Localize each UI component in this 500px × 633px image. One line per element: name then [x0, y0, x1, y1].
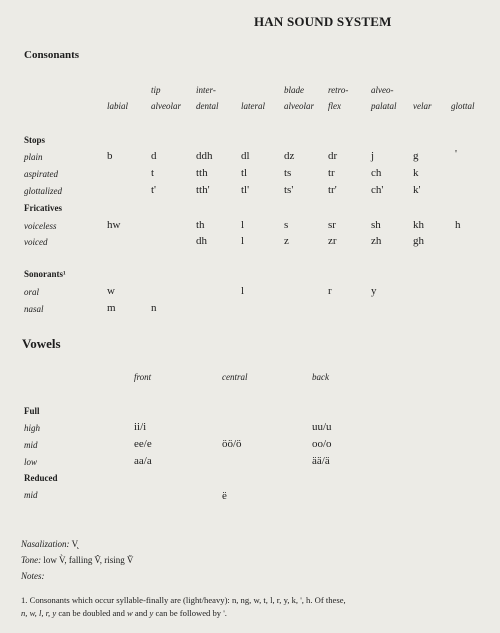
cell-voiceless-retroflex: sr — [328, 219, 336, 231]
note-1-italic-y: y — [149, 608, 154, 618]
cell-voiced-retroflex: zr — [328, 235, 337, 247]
cell-voiced-velar: gh — [413, 235, 424, 247]
cell-voiceless-dental: th — [196, 219, 205, 231]
cell-plain-palatal: j — [371, 150, 375, 162]
cell-voiceless-velar: kh — [413, 219, 424, 231]
row-label-glottalized: glottalized — [24, 186, 62, 196]
tone-line — [21, 556, 133, 565]
cell-plain-velar: g — [413, 150, 419, 162]
vowel-low-back: ää/ä — [312, 455, 330, 467]
cell-glottalized-palatal: ch' — [371, 184, 384, 196]
cell-glottalized-dental: tth' — [196, 184, 210, 196]
notes-label: Notes: — [21, 571, 45, 581]
cell-oral-palatal: y — [371, 285, 377, 297]
cell-oral-lateral: l — [241, 285, 245, 297]
cell-glottalized-lateral: tl' — [241, 184, 250, 196]
note-1-text-c: can be followed by '. — [153, 608, 227, 618]
page-title: HAN SOUND SYSTEM — [254, 14, 392, 29]
cell-aspirated-palatal: ch — [371, 167, 382, 179]
group-fricatives: Fricatives — [24, 203, 62, 213]
col-top-inter: inter- — [196, 85, 216, 95]
vowel-mid-back: oo/o — [312, 438, 332, 450]
note-1-text-b: and — [132, 608, 150, 618]
row-label-plain: plain — [24, 152, 43, 162]
col-flex: flex — [328, 101, 341, 111]
vowel-row-label-mid: mid — [24, 440, 38, 450]
cell-aspirated-retroflex: tr — [328, 167, 335, 179]
note-1-line-1: 1. Consonants which occur syllable-finally are (light/heavy): n, ng, w, t, l, r, y, k, ', h. Of these, — [21, 595, 346, 605]
col-lateral: lateral — [241, 101, 265, 111]
consonants-heading: Consonants — [24, 49, 80, 61]
vowel-mid-front: ee/e — [134, 438, 152, 450]
cell-plain-retroflex: dr — [328, 150, 338, 162]
note-1-italic-list: n, w, l, r, y — [21, 608, 57, 618]
cell-aspirated-blade: ts — [284, 167, 292, 179]
row-label-nasal: nasal — [24, 304, 44, 314]
cell-aspirated-dental: tth — [196, 167, 208, 179]
col-top-blade: blade — [284, 85, 304, 95]
cell-voiced-palatal: zh — [371, 235, 382, 247]
cell-glottalized-alveolar: t' — [151, 184, 157, 196]
note-1-text-a: can be doubled and — [56, 608, 128, 618]
cell-nasal-alveolar: n — [151, 302, 157, 314]
group-full: Full — [24, 406, 40, 416]
cell-aspirated-alveolar: t — [151, 167, 155, 179]
cell-plain-glottal: ' — [455, 148, 457, 160]
cell-voiced-blade: z — [284, 235, 289, 247]
cell-voiceless-blade: s — [284, 219, 289, 231]
col-alveolar: alveolar — [151, 101, 181, 111]
cell-plain-labial: b — [107, 150, 113, 162]
col-velar: velar — [413, 101, 432, 111]
group-stops: Stops — [24, 135, 46, 145]
col-top-tip: tip — [151, 85, 161, 95]
col-labial: labial — [107, 101, 129, 111]
cell-voiced-lateral: l — [241, 235, 245, 247]
cell-plain-lateral: dl — [241, 150, 250, 162]
nasalization-value: V̨ — [71, 539, 79, 549]
cell-glottalized-blade: ts' — [284, 184, 294, 196]
nasalization-label: Nasalization: — [21, 539, 70, 549]
group-sonorants: Sonorants¹ — [24, 269, 66, 279]
cell-voiced-dental: dh — [196, 235, 207, 247]
row-label-voiceless: voiceless — [24, 221, 57, 231]
row-label-oral: oral — [24, 287, 40, 297]
cell-aspirated-lateral: tl — [241, 167, 248, 179]
col-blade-alveolar: alveolar — [284, 101, 314, 111]
cell-voiceless-palatal: sh — [371, 219, 381, 231]
col-top-retro: retro- — [328, 85, 349, 95]
vowels-heading: Vowels — [22, 336, 61, 351]
vowel-row-label-low: low — [24, 457, 38, 467]
vowel-high-back: uu/u — [312, 421, 332, 433]
nasalization-line — [21, 540, 78, 549]
cell-aspirated-velar: k — [413, 167, 419, 179]
vowel-row-label-high: high — [24, 423, 41, 433]
cell-glottalized-velar: k' — [413, 184, 421, 196]
col-dental: dental — [196, 101, 219, 111]
cell-oral-retroflex: r — [328, 285, 332, 297]
row-label-voiced: voiced — [24, 237, 48, 247]
vowel-col-back: back — [312, 372, 329, 382]
cell-nasal-labial: m — [107, 302, 116, 314]
col-palatal: palatal — [371, 101, 397, 111]
cell-plain-dental: ddh — [196, 150, 213, 162]
vowel-col-central: central — [222, 372, 248, 382]
cell-voiceless-lateral: l — [241, 219, 245, 231]
vowel-low-front: aa/a — [134, 455, 152, 467]
col-glottal: glottal — [451, 101, 475, 111]
col-top-alveo: alveo- — [371, 85, 394, 95]
vowel-mid-central: öö/ö — [222, 438, 242, 450]
vowel-col-front: front — [134, 372, 152, 382]
group-reduced: Reduced — [24, 473, 58, 483]
cell-plain-alveolar: d — [151, 150, 157, 162]
cell-voiceless-labial: hw — [107, 219, 121, 231]
note-1-italic-w: w — [127, 608, 133, 618]
cell-glottalized-retroflex: tr' — [328, 184, 337, 196]
cell-plain-blade: dz — [284, 150, 295, 162]
tone-value: low V̀, falling V̂, rising V̌ — [43, 555, 134, 565]
row-label-aspirated: aspirated — [24, 169, 59, 179]
vowel-reduced-mid-central: ë — [222, 490, 227, 502]
vowel-row-label-reduced-mid: mid — [24, 490, 38, 500]
tone-label: Tone: — [21, 555, 42, 565]
vowel-high-front: ii/i — [134, 421, 147, 433]
cell-oral-labial: w — [107, 285, 115, 297]
note-1-line-2 — [21, 609, 227, 618]
cell-voiceless-glottal: h — [455, 219, 461, 231]
